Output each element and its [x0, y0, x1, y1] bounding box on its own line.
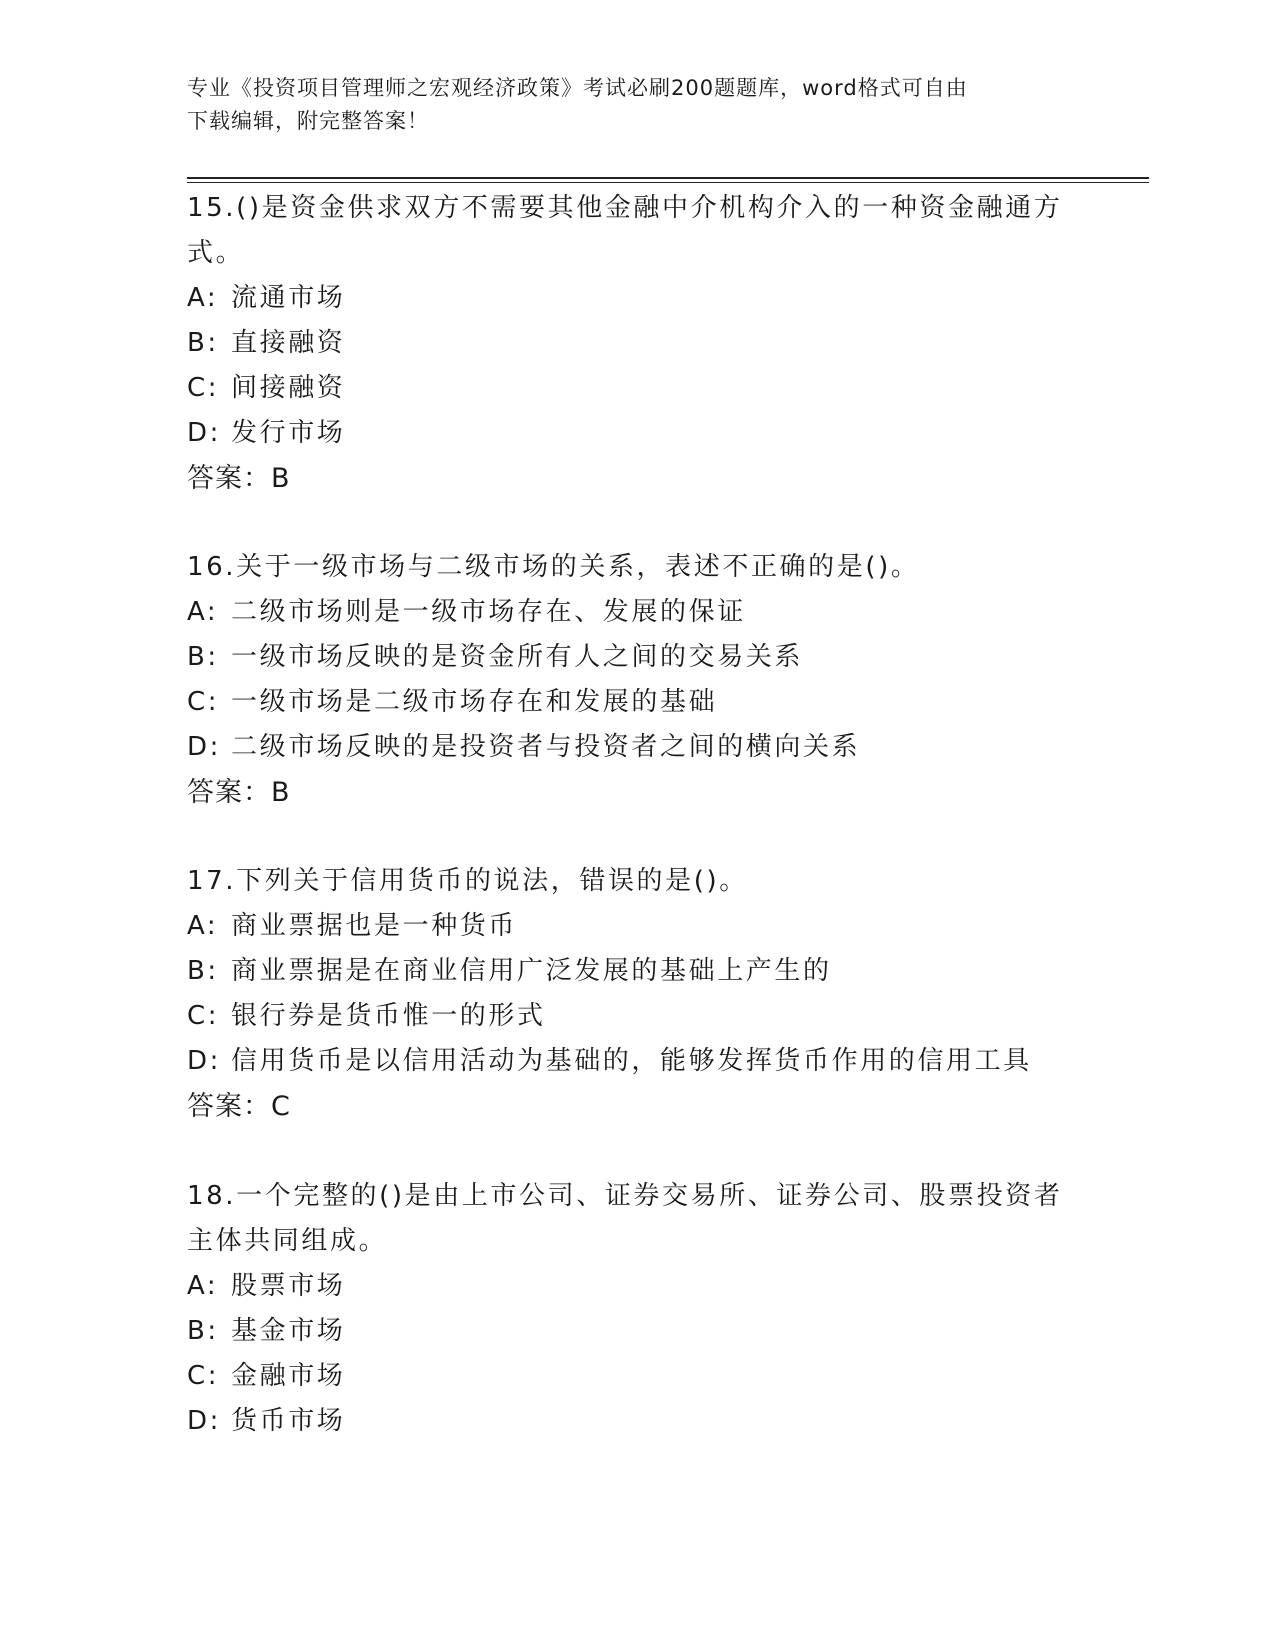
option-text: 银行券是货币惟一的形式 [231, 1001, 546, 1031]
header-line-1: 专业《投资项目管理师之宏观经济政策》考试必刷200题题库，word格式可自由 [187, 76, 968, 100]
option-letter: D: [187, 732, 221, 762]
option-b [187, 635, 1087, 680]
option-d [187, 1399, 1087, 1444]
header-divider-thick [187, 177, 1149, 179]
option-letter: A: [187, 283, 219, 313]
option-letter: A: [187, 597, 219, 627]
question-stem: 16.关于一级市场与二级市场的关系，表述不正确的是()。 [187, 552, 920, 582]
option-d [187, 725, 1087, 770]
document-header [187, 72, 1087, 138]
question-stem-continued: 式。 [187, 238, 245, 268]
option-text: 流通市场 [231, 283, 346, 313]
option-text: 间接融资 [231, 373, 346, 403]
option-letter: D: [187, 1046, 221, 1076]
question-stem-continued: 主体共同组成。 [187, 1226, 388, 1256]
option-letter: B: [187, 1316, 219, 1346]
option-c [187, 366, 1087, 411]
option-text: 二级市场则是一级市场存在、发展的保证 [231, 597, 746, 627]
answer: 答案：B [187, 777, 291, 808]
option-text: 商业票据是在商业信用广泛发展的基础上产生的 [231, 956, 832, 986]
option-letter: D: [187, 1406, 221, 1436]
option-letter: B: [187, 956, 219, 986]
option-letter: B: [187, 642, 219, 672]
question-stem: 18.一个完整的()是由上市公司、证券交易所、证券公司、股票投资者 [187, 1181, 1063, 1211]
option-text: 一级市场是二级市场存在和发展的基础 [231, 687, 718, 717]
option-letter: C: [187, 1001, 220, 1031]
option-letter: C: [187, 1361, 220, 1391]
option-text: 信用货币是以信用活动为基础的，能够发挥货币作用的信用工具 [231, 1046, 1032, 1076]
option-text: 一级市场反映的是资金所有人之间的交易关系 [231, 642, 804, 672]
option-letter: A: [187, 1271, 219, 1301]
header-line-2: 下载编辑，附完整答案！ [187, 109, 429, 133]
option-b [187, 949, 1087, 994]
option-c [187, 1354, 1087, 1399]
answer: 答案：C [187, 1091, 291, 1122]
option-text: 金融市场 [231, 1361, 346, 1391]
option-letter: A: [187, 911, 219, 941]
question-15 [187, 186, 1087, 501]
option-a [187, 590, 1087, 635]
option-b [187, 321, 1087, 366]
header-divider-thin [187, 182, 1149, 183]
option-d [187, 1039, 1087, 1084]
option-text: 商业票据也是一种货币 [231, 911, 518, 941]
answer: 答案：B [187, 463, 291, 494]
option-c [187, 680, 1087, 725]
option-letter: D: [187, 418, 221, 448]
option-a [187, 1264, 1087, 1309]
option-letter: C: [187, 687, 220, 717]
option-text: 股票市场 [231, 1271, 346, 1301]
option-text: 直接融资 [231, 328, 346, 358]
option-letter: C: [187, 373, 220, 403]
option-b [187, 1309, 1087, 1354]
option-c [187, 994, 1087, 1039]
option-text: 基金市场 [231, 1316, 346, 1346]
question-stem: 17.下列关于信用货币的说法，错误的是()。 [187, 866, 748, 896]
option-a [187, 904, 1087, 949]
option-text: 货币市场 [231, 1406, 346, 1436]
option-text: 发行市场 [231, 418, 346, 448]
option-letter: B: [187, 328, 219, 358]
question-16 [187, 545, 1087, 815]
question-stem: 15.()是资金供求双方不需要其他金融中介机构介入的一种资金融通方 [187, 193, 1063, 223]
option-d [187, 411, 1087, 456]
option-a [187, 276, 1087, 321]
question-17 [187, 859, 1087, 1129]
option-text: 二级市场反映的是投资者与投资者之间的横向关系 [231, 732, 861, 762]
question-18 [187, 1174, 1087, 1444]
